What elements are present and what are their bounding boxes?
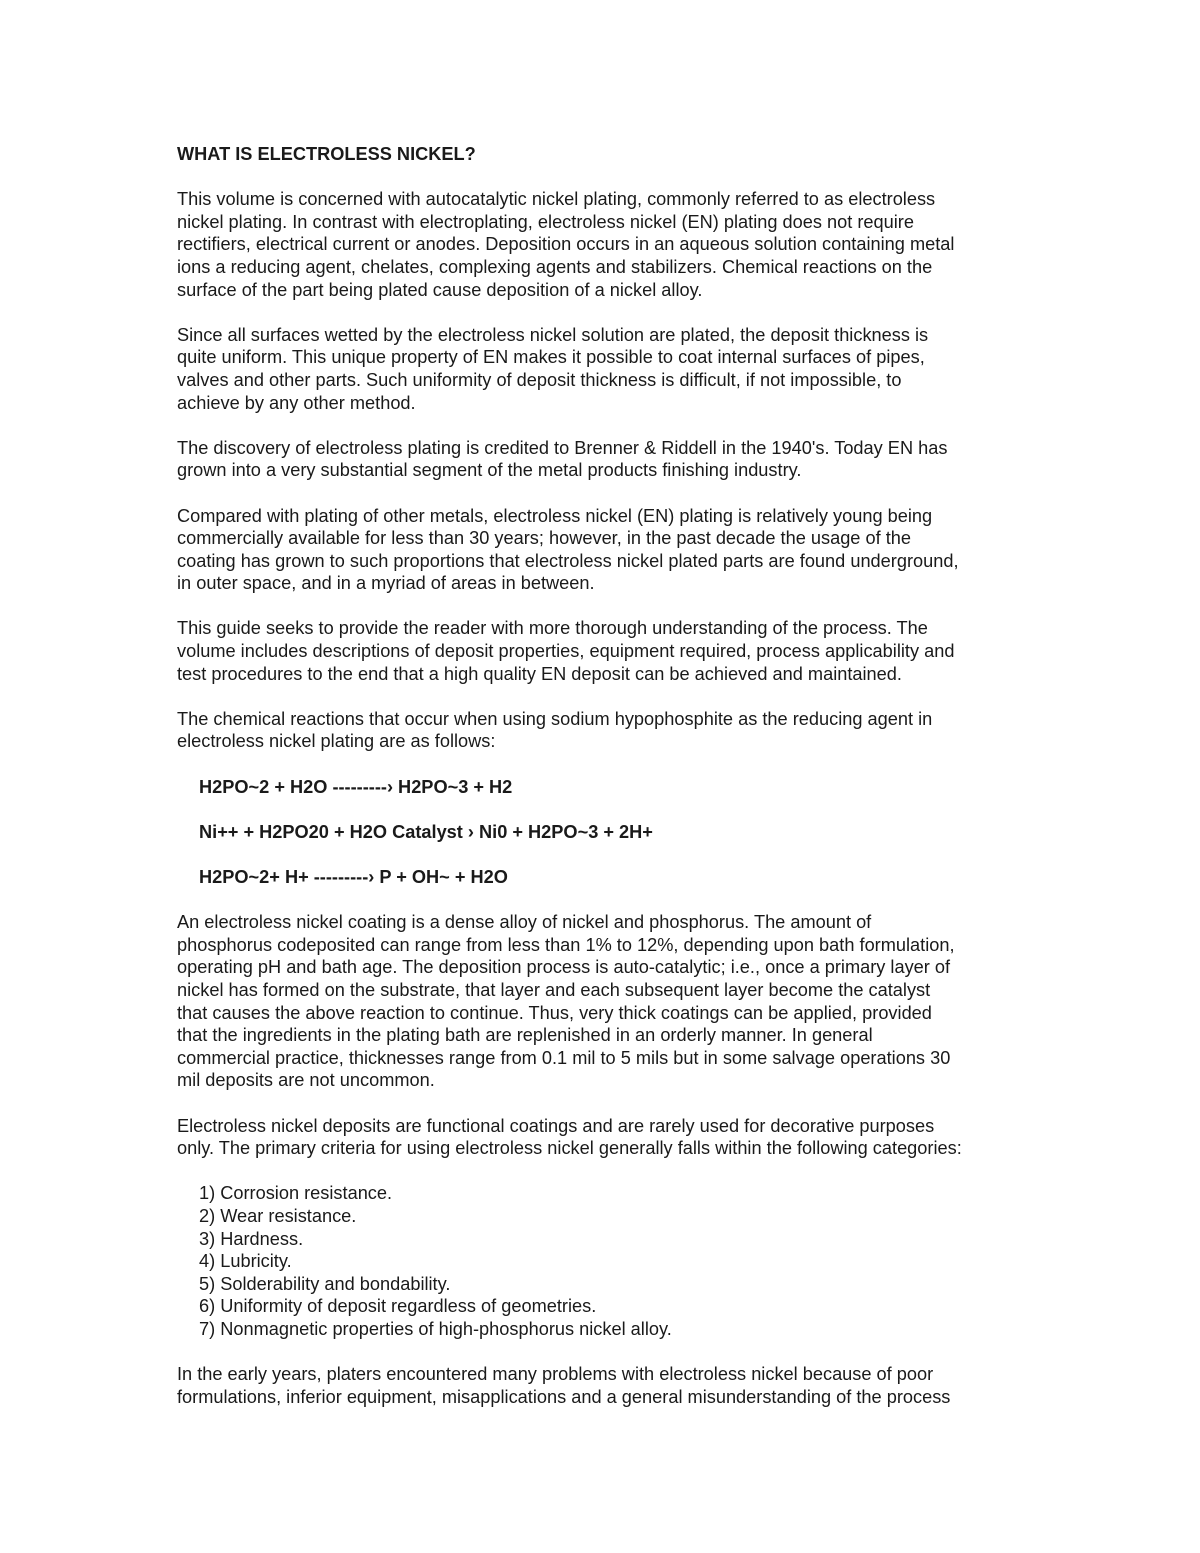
paragraph-intro: This volume is concerned with autocatalytic nickel plating, commonly referred to as electroless nickel plating. In contrast with electroplating, electroless nickel (EN) plating does not require rectifiers, electrical current or anodes. Deposition occurs in an aqueous solution containing metal ions a reducing agent, chelates, complexing agents and stabilizers. Chemical reactions on the surface of the part being plated cause deposition of a nickel alloy. (177, 189, 955, 300)
paragraph-early-years: In the early years, platers encountered many problems with electroless nickel because of poor formulations, inferior equipment, misapplications and a general misunderstanding of the process (177, 1364, 951, 1407)
list-item: 7) Nonmagnetic properties of high-phosphorus nickel alloy. (199, 1318, 672, 1339)
list-item: 5) Solderability and bondability. (199, 1273, 451, 1294)
paragraph-criteria-intro: Electroless nickel deposits are functional coatings and are rarely used for decorative purposes only. The primary criteria for using electroless nickel generally falls within the following categories: (177, 1115, 962, 1159)
list-item: 6) Uniformity of deposit regardless of geometries. (199, 1296, 597, 1317)
paragraph-reactions-intro: The chemical reactions that occur when using sodium hypophosphite as the reducing agent in electroless nickel plating are as follows: (177, 708, 933, 752)
equation-3: H2PO~2+ H+ ---------› P + OH~ + H2O (199, 867, 508, 887)
paragraph-discovery: The discovery of electroless plating is credited to Brenner & Riddell in the 1940's. Today EN has grown into a very substantial segment of the metal products finishing industry. (177, 437, 948, 481)
list-item: 3) Hardness. (199, 1228, 304, 1249)
equation-2: Ni++ + H2PO20 + H2O Catalyst › Ni0 + H2PO~3 + 2H+ (199, 821, 653, 842)
paragraph-alloy: An electroless nickel coating is a dense alloy of nickel and phosphorus. The amount of phosphorus codeposited can range from less than 1% to 12%, depending upon bath formulation, operating pH and bath age. The deposition process is auto-catalytic; i.e., once a primary layer of nickel has formed on the substrate, that layer and each subsequent layer become the catalyst that causes the above reaction to continue. Thus, very thick coatings can be applied, provided that the ingredients in the plating bath are replenished in an orderly manner. In general commercial practice, thicknesses range from 0.1 mil to 5 mils but in some salvage operations 30 mil deposits are not uncommon. (177, 912, 955, 1091)
equation-1: H2PO~2 + H2O ---------› H2PO~3 + H2 (199, 776, 513, 797)
paragraph-uniformity: Since all surfaces wetted by the electroless nickel solution are plated, the deposit thickness is quite uniform. This unique property of EN makes it possible to coat internal surfaces of pipes, valves and other parts. Such uniformity of deposit thickness is difficult, if not impossible, to achieve by any other method. (177, 324, 929, 413)
list-item: 4) Lubricity. (199, 1251, 292, 1272)
list-item: 2) Wear resistance. (199, 1205, 357, 1226)
list-item: 1) Corrosion resistance. (199, 1183, 393, 1204)
document-title: WHAT IS ELECTROLESS NICKEL? (177, 144, 476, 164)
paragraph-guide-purpose: This guide seeks to provide the reader with more thorough understanding of the process. The volume includes descriptions of deposit properties, equipment required, process applicability and test procedures to the end that a high quality EN deposit can be achieved and maintained. (177, 618, 955, 684)
criteria-list (199, 1182, 1057, 1340)
paragraph-comparison: Compared with plating of other metals, electroless nickel (EN) plating is relatively young being commercially available for less than 30 years; however, in the past decade the usage of the coating has grown to such proportions that electroless nickel plated parts are found underground, in outer space, and in a myriad of areas in between. (177, 505, 959, 594)
document-page (177, 143, 1057, 1408)
